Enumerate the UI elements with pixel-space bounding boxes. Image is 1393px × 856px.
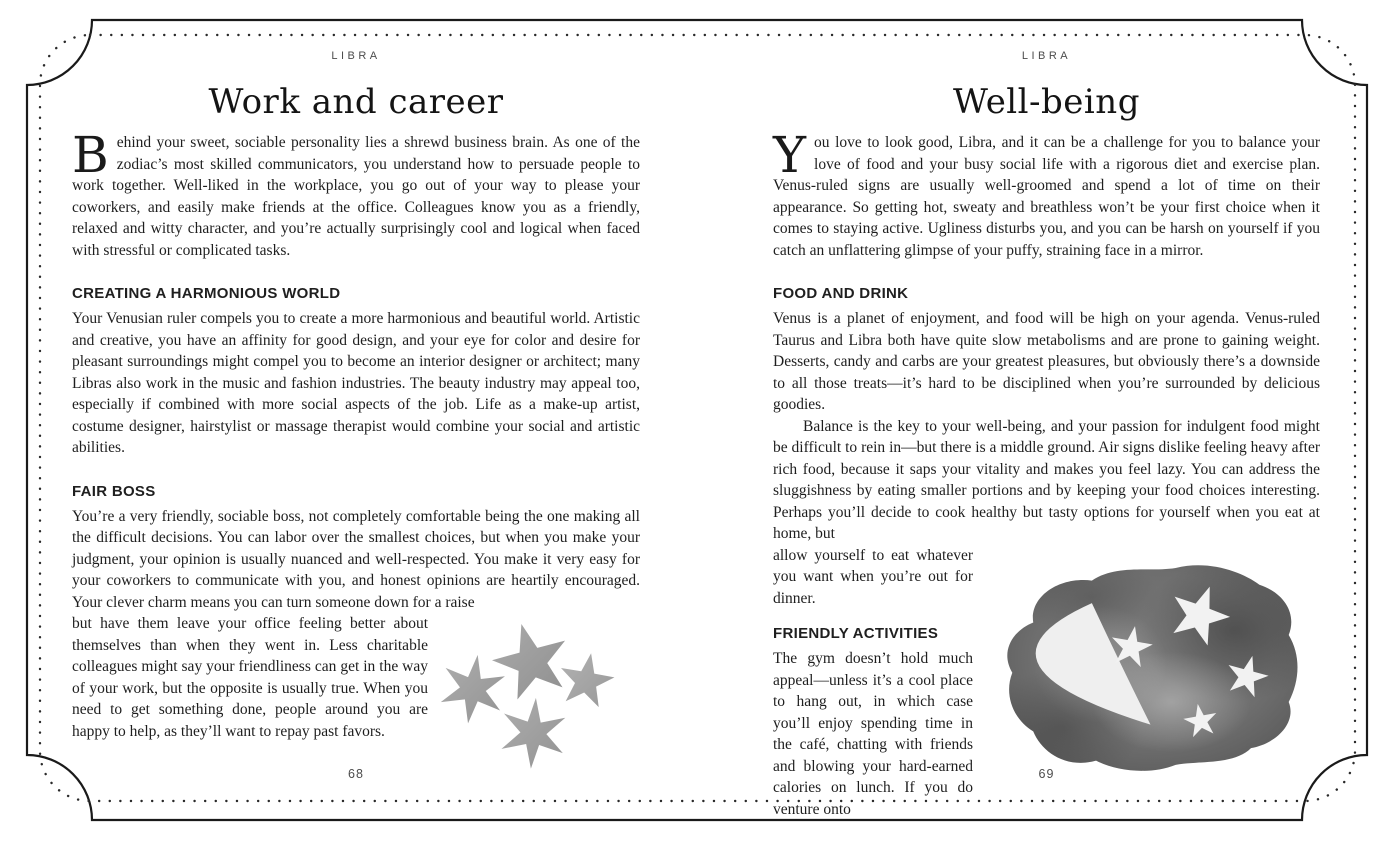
page-number-right: 69 <box>1038 767 1055 781</box>
intro-paragraph-right <box>773 126 1320 261</box>
section-paragraph: Venus is a planet of enjoyment, and food will be high on your agenda. Venus-ruled Taurus and Libra both have quite slow metabolisms and are prone to gaining weight. Desserts, candy and carbs are your greatest pleasures, but obviously there’s a downside to all those treats—it’s hard to be disciplined when you’re surrounded by delicious goodies. <box>773 310 1320 413</box>
intro-text-left: ehind your sweet, sociable personality lies a shrewd business brain. As one of the zodiac’s most skilled communicators, you understand how to persuade people to work together. Well-liked in the workplace, you go out of your way to please your coworkers, and easily make friends at the office. Colleagues know you as a friendly, relaxed and witty character, and you’re actually surprisingly cool and logical when faced with stressful or complicated tasks. <box>72 134 640 259</box>
text-wrap-row-left <box>72 613 640 780</box>
section-paragraph-narrow: The gym doesn’t hold much appeal—unless it’s a cool place to hang out, in which case you’ll enjoy spending time in the café, chatting with friends and blowing your hard-earned calories on lunch. If you do venture onto <box>773 650 973 818</box>
section-heading-fair-boss: FAIR BOSS <box>72 482 156 500</box>
five-point-star-icon <box>561 653 614 707</box>
running-head-left: LIBRA <box>331 50 381 62</box>
page-title-left: Work and career <box>208 82 504 122</box>
drop-cap-right: Y <box>773 126 807 184</box>
page-left <box>72 0 640 780</box>
section-heading-food-and-drink: FOOD AND DRINK <box>773 285 909 302</box>
intro-paragraph-left <box>72 126 640 261</box>
page-number-left: 68 <box>348 767 364 781</box>
running-head-right: LIBRA <box>1021 50 1072 62</box>
six-point-star-icon <box>501 698 565 769</box>
six-point-star-icon <box>441 655 505 724</box>
stars-illustration <box>432 607 640 780</box>
five-point-star-icon <box>492 624 565 700</box>
intro-text-right: ou love to look good, Libra, and it can be a challenge for you to balance your love of food and your busy social life with a rigorous diet and exercise plan. Venus-ruled signs are usually well-groomed and spend a lot of time on their appearance. So getting hot, sweaty and breathless won’t be your first choice when it comes to staying active. Ugliness disturbs you, and you can be harsh on yourself if you catch an unflattering glimpse of your puffy, straining face in a mirror. <box>773 134 1320 259</box>
page-right <box>773 0 1320 820</box>
section-paragraph-narrow: allow yourself to eat whatever you want when you’re out for dinner. <box>773 546 973 607</box>
section-paragraph: Your Venusian ruler compels you to create a more harmonious and beautiful world. Artistic and creative, you have an affinity for good design, and your eye for color and desire for pleasant surroundings might compel you to become an interior designer or architect; many Libras also work in the music and fashion industries. The beauty industry may appeal too, especially if combined with more social aspects of the job. Life as a make-up artist, costume designer, hairstylist or massage therapist would combine your social and artistic abilities. <box>72 310 640 456</box>
section-paragraph-narrow: but have them leave your office feeling better about themselves than when they went in. Less charitable colleagues might say your friendliness can get in the way of your work, but the opposite is usually true. When you need to get something done, people around you are happy to help, as they’ll want to repay past favors. <box>72 615 428 740</box>
section-paragraph: You’re a very friendly, sociable boss, not completely comfortable being the one making all the difficult decisions. You can labor over the smallest choices, but when you make your judgment, your opinion is usually nuanced and well-respected. You make it very easy for your coworkers to communicate with you, and honest opinions are heartily encouraged. Your clever charm means you can turn someone down for a raise <box>72 507 640 611</box>
section-paragraph: Balance is the key to your well-being, and your passion for indulgent food might be difficult to rein in—but there is a middle ground. Air signs dislike feeling heavy after rich food, because it saps your vitality and makes you feel lazy. You can address the sluggishness by eating smaller portions and by keeping your food choices interesting. Perhaps you’ll decide to cook healthy but tasty options for yourself when you eat at home, but <box>773 417 1320 542</box>
drop-cap-left: B <box>72 126 109 184</box>
section-heading-harmonious-world: CREATING A HARMONIOUS WORLD <box>72 285 341 302</box>
page-title-right: Well-being <box>953 82 1140 122</box>
section-heading-friendly-activities: FRIENDLY ACTIVITIES <box>773 625 939 642</box>
moon-illustration <box>983 547 1318 790</box>
